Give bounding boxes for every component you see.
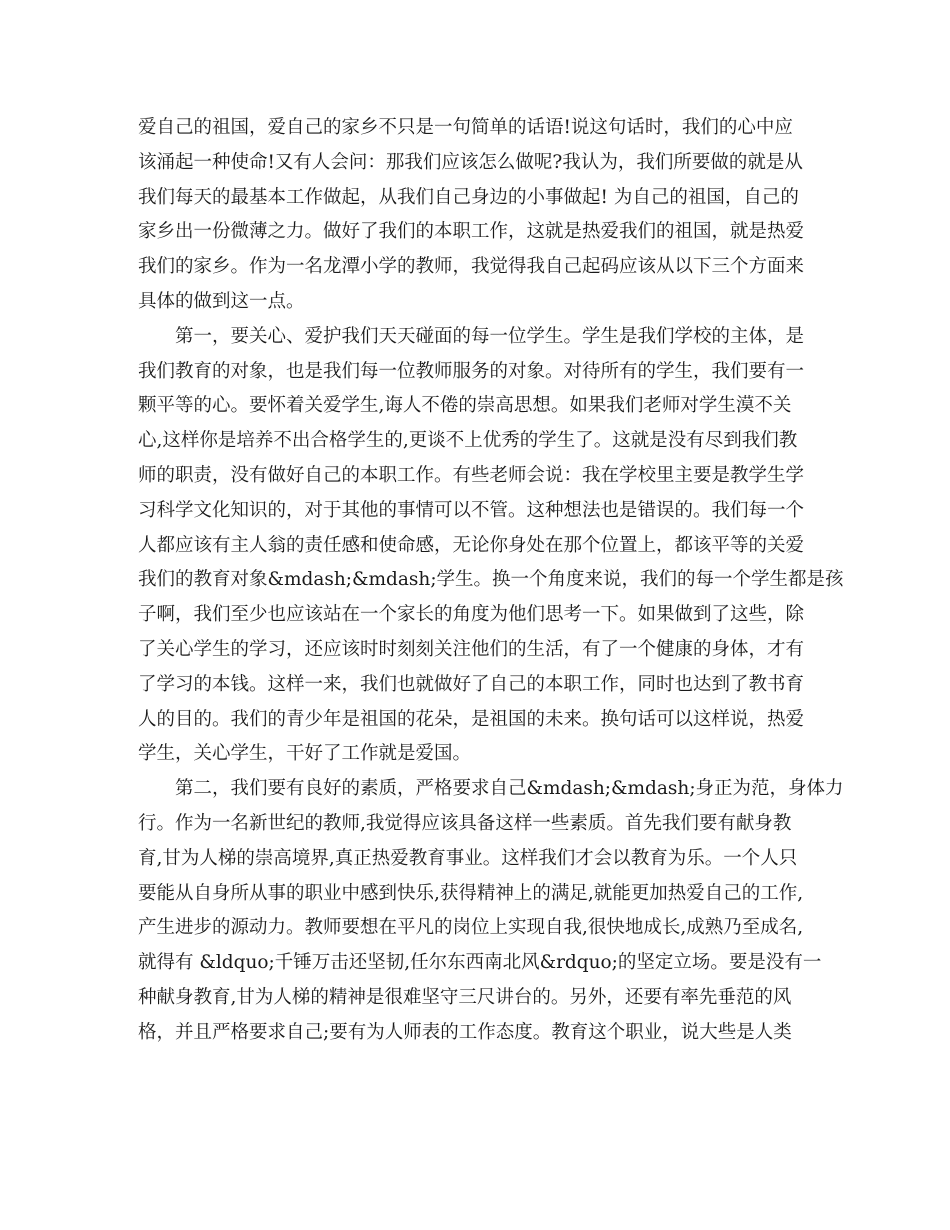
text-line: 行。作为一名新世纪的教师,我觉得应该具备这样一些素质。首先我们要有献身教 [138,812,792,834]
text-line: 心,这样你是培养不出合格学生的,更谈不上优秀的学生了。这就是没有尽到我们教 [138,430,798,452]
paragraph-first-point [138,320,844,772]
document-body [138,111,844,1051]
text-line: 具体的做到这一点。 [138,290,305,312]
text-line: 师的职责，没有做好自己的本职工作。有些老师会说：我在学校里主要是教学生学 [138,464,805,486]
paragraph-second-point [138,772,844,1050]
text-line: 颗平等的心。要怀着关爱学生,诲人不倦的崇高思想。如果我们老师对学生漠不关 [138,395,792,417]
text-line: 爱自己的祖国，爱自己的家乡不只是一句简单的话语!说这句话时，我们的心中应 [138,117,793,138]
text-line: 家乡出一份微薄之力。做好了我们的本职工作，这就是热爱我们的祖国，就是热爱 [138,221,805,243]
text-line: 种献身教育,甘为人梯的精神是很难坚守三尺讲台的。另外，还要有率先垂范的风 [138,986,792,1008]
text-line: 学生，关心学生，干好了工作就是爱国。 [138,743,472,765]
text-line: 产生进步的源动力。教师要想在平凡的岗位上实现自我,很快地成长,成熟乃至成名, [138,917,804,939]
text-line: 我们教育的对象，也是我们每一位教师服务的对象。对待所有的学生，我们要有一 [138,360,805,382]
text-line: 格，并且严格要求自己;要有为人师表的工作态度。教育这个职业，说大些是人类 [138,1021,792,1043]
text-line: 该涌起一种使命!又有人会问：那我们应该怎么做呢?我认为，我们所要做的就是从 [138,151,803,173]
paragraph-intro [138,111,818,320]
text-line: 我们的教育对象&mdash;&mdash;学生。换一个角度来说，我们的每一个学生都是孩 [138,569,844,591]
text-line: 我们每天的最基本工作做起，从我们自己身边的小事做起! 为自己的祖国，自己的 [138,186,799,208]
text-line: 我们的家乡。作为一名龙潭小学的教师，我觉得我自己起码应该从以下三个方面来 [138,256,805,278]
text-line: 了关心学生的学习，还应该时时刻刻关注他们的生活，有了一个健康的身体，才有 [138,638,805,660]
text-line: 就得有 &ldquo;千锤万击还坚韧,任尔东西南北风&rdquo;的坚定立场。要是没有一 [138,952,822,974]
text-line: 子啊，我们至少也应该站在一个家长的角度为他们思考一下。如果做到了这些，除 [138,604,805,626]
text-line: 要能从自身所从事的职业中感到快乐,获得精神上的满足,就能更加热爱自己的工作, [138,882,804,904]
text-line: 习科学文化知识的，对于其他的事情可以不管。这种想法也是错误的。我们每一个 [138,499,805,521]
text-line: 了学习的本钱。这样一来，我们也就做好了自己的本职工作，同时也达到了教书育 [138,673,805,695]
text-line: 人都应该有主人翁的责任感和使命感，无论你身处在那个位置上，都该平等的关爱 [138,534,805,556]
text-line: 育,甘为人梯的崇高境界,真正热爱教育事业。这样我们才会以教育为乐。一个人只 [138,847,798,869]
text-line: 第二，我们要有良好的素质，严格要求自己&mdash;&mdash;身正为范，身体力 [175,778,844,800]
text-line: 人的目的。我们的青少年是祖国的花朵，是祖国的未来。换句话可以这样说，热爱 [138,708,805,730]
text-line: 第一，要关心、爱护我们天天碰面的每一位学生。学生是我们学校的主体，是 [175,325,805,347]
